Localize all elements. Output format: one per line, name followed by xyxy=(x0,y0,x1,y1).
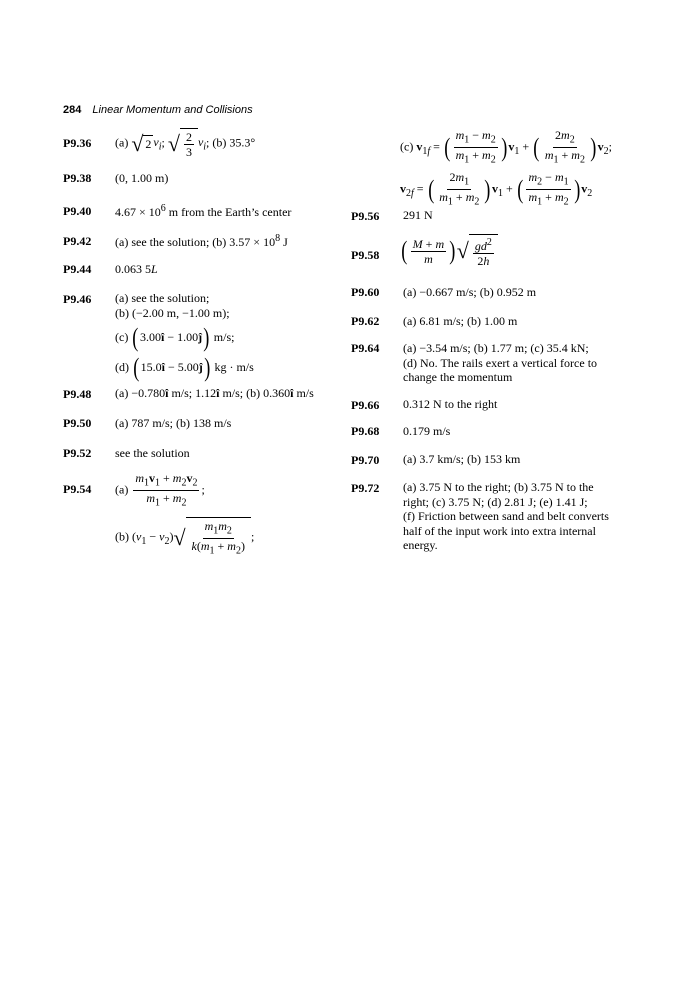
problem-number: P9.52 xyxy=(63,446,92,460)
problem-number: P9.72 xyxy=(351,481,380,495)
answer-p9-42: (a) see the solution; (b) $3.57 \times 10^8$ J xyxy=(115,233,288,249)
problem-number: P9.68 xyxy=(351,424,380,438)
answer-p9-50: (a) 787 m/s; (b) 138 m/s xyxy=(115,416,232,430)
problem-number: P9.48 xyxy=(63,387,92,401)
problem-number: P9.36 xyxy=(63,136,92,150)
answer-p9-44: 0.063 5L xyxy=(115,262,158,276)
answer-p9-36: (a) √ 2 $v_i$; √ $\frac{2}{3}$ $v_i$; (b) 35.3° xyxy=(115,130,256,159)
problem-number: P9.40 xyxy=(63,204,92,218)
answer-p9-72: (a) 3.75 N to the right; (b) 3.75 N to the right; (c) 3.75 N; (d) 2.81 J; (e) 1.41 J; (f) Friction between sand and belt converts half of the input work into extra internal energy. xyxy=(403,480,609,552)
answer-p9-68: 0.179 m/s xyxy=(403,424,451,438)
answer-p9-70: (a) 3.7 km/s; (b) 153 km xyxy=(403,452,521,466)
problem-number: P9.58 xyxy=(351,248,380,262)
answer-p9-56: 291 N xyxy=(403,208,433,222)
answer-p9-66: 0.312 N to the right xyxy=(403,397,498,411)
problem-number: P9.60 xyxy=(351,285,380,299)
problem-number: P9.38 xyxy=(63,171,92,185)
problem-number: P9.70 xyxy=(351,453,380,467)
answer-p9-40: $4.67 \times 10^6$ m from the Earth’s center xyxy=(115,203,292,219)
answer-p9-60: (a) −0.667 m/s; (b) 0.952 m xyxy=(403,285,537,299)
answer-p9-58: ( $\frac{M + m}{m}$ ) √ $\frac{gd^2}{2h}$ xyxy=(400,234,498,268)
answer-p9-52: see the solution xyxy=(115,446,190,460)
problem-number: P9.64 xyxy=(351,341,380,355)
answer-p9-64: (a) −3.54 m/s; (b) 1.77 m; (c) 35.4 kN; (d) No. The rails exert a vertical force to change the momentum xyxy=(403,341,598,384)
answer-p9-54: (a) $\frac{m_1v_1 + m_2v_2}{m_1 + m_2}$ ; (b) $(v_1 - v_2)$ √ $\frac{m_1m_2}{k(m_1 + m_2)}$ ; xyxy=(115,471,255,557)
answer-p9-62: (a) 6.81 m/s; (b) 1.00 m xyxy=(403,314,518,328)
problem-number: P9.50 xyxy=(63,416,92,430)
chapter-title: Linear Momentum and Collisions xyxy=(92,104,253,116)
problem-number: P9.54 xyxy=(63,482,92,496)
problem-number: P9.62 xyxy=(351,314,380,328)
page-header xyxy=(63,104,253,116)
problem-number: P9.56 xyxy=(351,209,380,223)
answer-p9-54c: (c) $v_{1f}$ = ( $\frac{m_1 - m_2}{m_1 + m_2}$ )$v_1$ + ( $\frac{2m_2}{m_1 + m_2}$ )$v_2$; $v_{2f}$ = ( $\frac{2m_1}{m_1 + m_2}$ )$v_1$ + ( $\frac{m_2 - m_1}{m_1 + m_2}$ )$v_2$ xyxy=(400,128,612,208)
problem-number: P9.44 xyxy=(63,262,92,276)
problem-number: P9.46 xyxy=(63,292,92,306)
page-number: 284 xyxy=(63,104,82,116)
problem-number: P9.66 xyxy=(351,398,380,412)
answer-p9-38: (0, 1.00 m) xyxy=(115,171,169,185)
answer-p9-46: (a) see the solution; (b) (−2.00 m, −1.00 m); (c) (3.00î − 1.00ĵ) m/s; (d) (15.0î − 5.00ĵ) kg · m/s xyxy=(115,291,254,382)
answer-p9-48: (a) −0.780î m/s; 1.12î m/s; (b) 0.360î m/s xyxy=(115,386,314,400)
problem-number: P9.42 xyxy=(63,234,92,248)
